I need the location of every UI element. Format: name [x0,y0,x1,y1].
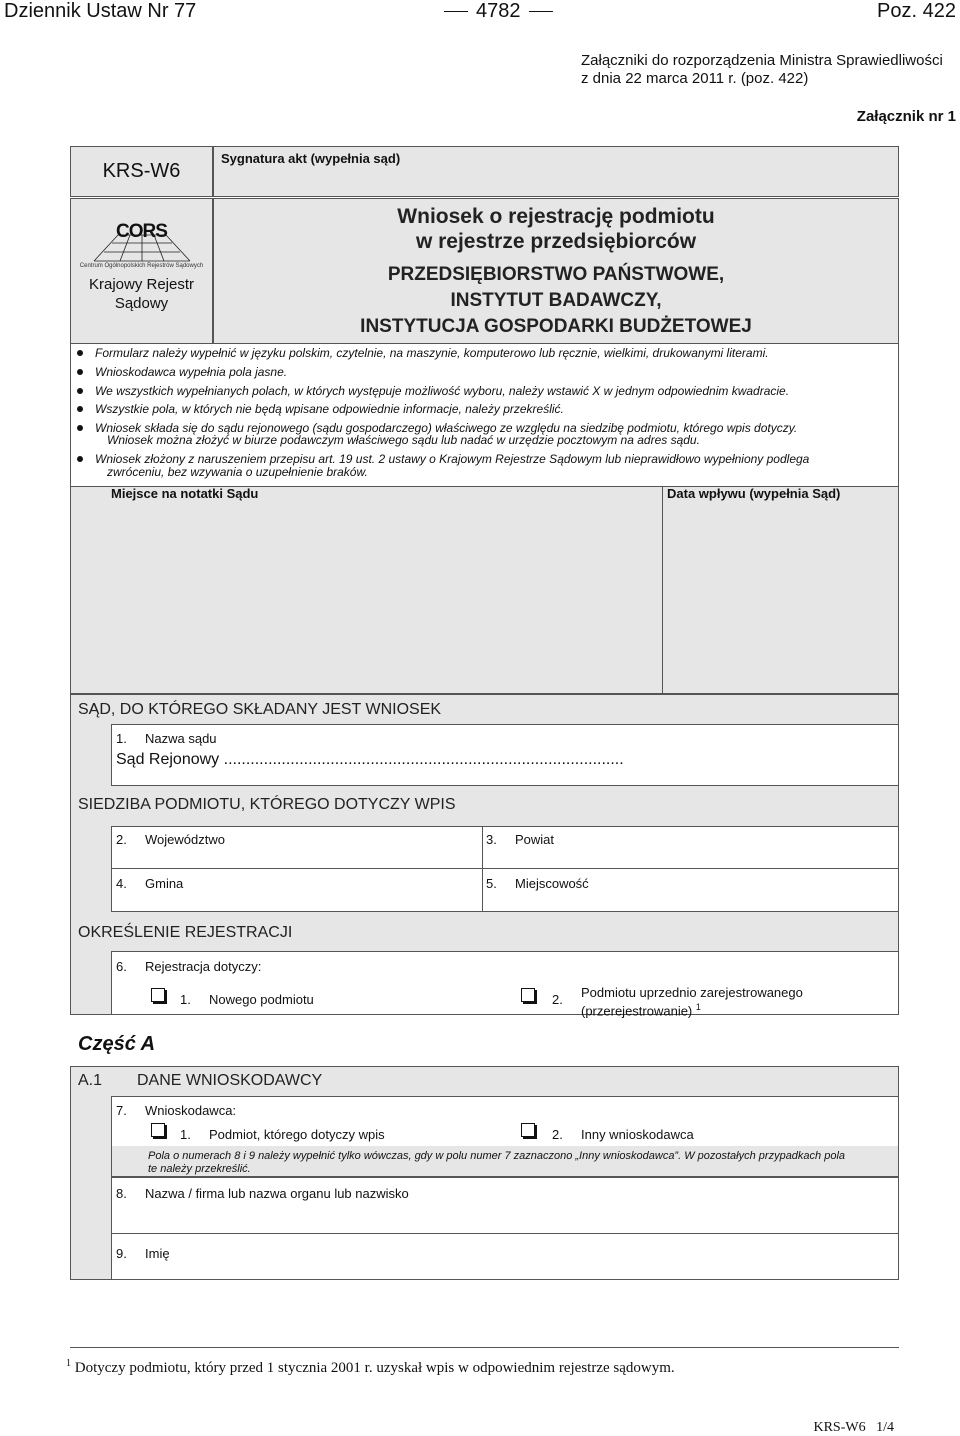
registration-section-title: OKREŚLENIE REJESTRACJI [78,924,293,941]
note-line-1: Pola o numerach 8 i 9 należy wypełnić tylko wówczas, gdy w polu numer 7 zaznaczono „Inny wnioskodawca”. W pozostałych przypadkach pola [148,1150,846,1162]
signature-field [213,146,899,197]
field-2-number: 2. [116,832,127,847]
form-title-line-1: Wniosek o rejestrację podmiotu [397,205,715,228]
registration-type-label: Rejestracja dotyczy: [145,959,262,974]
bullet-icon [77,388,83,394]
checkbox-shadow [153,990,167,1004]
form-code-box [70,146,213,197]
page-footer [813,1420,894,1436]
logo-box [70,198,213,344]
logo-text: CORS [116,221,167,242]
seat-section-title: SIEDZIBA PODMIOTU, KTÓREGO DOTYCZY WPIS [78,796,456,813]
bullet-icon [77,425,83,431]
applicant-section-title: DANE WNIOSKODAWCY [137,1072,323,1089]
instruction-5: Wniosek składa się do sądu rejonowego (sądu gospodarczego) właściwego ze względu na siedzibę podmiotu, którego wpis dotyczy. [95,421,798,435]
footnote [66,1358,675,1377]
field-1-number: 1. [116,731,127,746]
note-line-2: te należy przekreślić. [148,1163,251,1175]
footnote-number: 1 [66,1358,71,1369]
form-subtitle [214,262,898,340]
annex-note [581,52,956,88]
dash-left [444,11,468,12]
form-title [214,204,898,254]
field-4-number: 4. [116,876,127,891]
subtitle-line-3: INSTYTUCJA GOSPODARKI BUDŻETOWEJ [360,316,752,337]
reregistration-line-2 [581,1000,803,1018]
field-8-number: 8. [116,1186,127,1201]
option-2-number: 2. [552,1127,563,1142]
instruction-1: Formularz należy wypełnić w języku polskim, czytelnie, na maszynie, komputerowo lub ręcznie, wielkimi, drukowanymi literami. [95,346,769,360]
form-title-line-2: w rejestrze przedsiębiorców [415,230,697,253]
bullet-icon [77,369,83,375]
field-3-number: 3. [486,832,497,847]
field-9-number: 9. [116,1246,127,1261]
annex-line-2: z dnia 22 marca 2011 r. (poz. 422) [581,70,809,87]
footer-form-code: KRS-W6 [813,1420,866,1435]
checkbox-shadow [523,990,537,1004]
form-code: KRS-W6 [102,160,181,182]
applicant-name-label: Nazwa / firma lub nazwa organu lub nazwisko [145,1186,409,1201]
checkbox-shadow [523,1125,537,1139]
subtitle-line-2: INSTYTUT BADAWCZY, [450,290,662,311]
title-box [213,198,899,344]
footnote-marker: 1 [695,1002,701,1012]
court-name-value: Sąd Rejonowy .......................................................................................... [116,751,624,768]
option-1-number: 1. [180,992,191,1007]
court-notes-area [70,486,899,694]
court-section-title: SĄD, DO KTÓREGO SKŁADANY JEST WNIOSEK [78,701,442,718]
court-notes-label: Miejsce na notatki Sądu [111,486,259,501]
subject-entity-label: Podmiot, którego dotyczy wpis [209,1127,385,1142]
journal-title: Dziennik Ustaw Nr 77 [4,0,197,22]
field-7-number: 7. [116,1103,127,1118]
instruction-6: Wniosek złożony z naruszeniem przepisu art. 19 ust. 2 ustawy o Krajowym Rejestrze Sądowym lub nieprawidłowo wypełniony podlega [95,452,810,466]
footnote-rule [70,1347,899,1348]
county-label: Powiat [515,832,555,847]
footnote-text: Dotyczy podmiotu, który przed 1 stycznia 2001 r. uzyskał wpis w odpowiednim rejestrze sądowym. [74,1360,675,1376]
first-name-field[interactable] [111,1233,899,1280]
registry-name [71,275,212,313]
bullet-icon [77,406,83,412]
part-a-title: Część A [78,1033,156,1055]
court-name-label: Nazwa sądu [145,731,217,746]
option-2-number: 2. [552,992,563,1007]
first-name-label: Imię [145,1246,170,1261]
instruction-5b: Wniosek można złożyć w biurze podawczym właściwego sądu lub nadać w urzędzie pocztowym na adres sądu. [107,433,700,447]
field-6-number: 6. [116,959,127,974]
checkbox-shadow [153,1125,167,1139]
instruction-2: Wnioskodawca wypełnia pola jasne. [95,365,288,379]
locality-label: Miejscowość [515,876,589,891]
bullet-icon [77,350,83,356]
new-entity-label: Nowego podmiotu [209,992,314,1007]
notes-divider [662,486,663,694]
annex-line-1: Załączniki do rozporządzenia Ministra Sprawiedliwości [581,52,943,69]
annex-label: Załącznik nr 1 [856,108,956,125]
footer-page: 1/4 [876,1420,894,1435]
other-applicant-label: Inny wnioskodawca [581,1127,694,1142]
dash-right [529,11,553,12]
reregistration-label [581,985,803,1018]
registry-line-1: Krajowy Rejestr [88,276,195,293]
bullet-icon [77,456,83,462]
commune-label: Gmina [145,876,184,891]
option-1-number: 1. [180,1127,191,1142]
subtitle-line-1: PRZEDSIĘBIORSTWO PAŃSTWOWE, [387,264,725,285]
instruction-4: Wszystkie pola, w których nie będą wpisane odpowiednie informacje, należy przekreślić. [95,402,564,416]
reregistration-line-1: Podmiotu uprzednio zarejestrowanego [581,985,803,1000]
page-number [436,0,561,23]
instruction-3: We wszystkich wypełnianych polach, w których występuje możliwość wyboru, należy wstawić X w jednym odpowiednim kwadracie. [95,384,790,398]
receipt-date-label: Data wpływu (wypełnia Sąd) [667,486,841,501]
voivodeship-label: Województwo [145,832,225,847]
signature-label: Sygnatura akt (wypełnia sąd) [221,151,401,166]
applicant-label: Wnioskodawca: [145,1103,237,1118]
logo-caption: Centrum Ogólnopolskich Rejestrów Sądowych [79,263,204,269]
field-5-number: 5. [486,876,497,891]
instruction-6b: zwróceniu, bez wzywania o uzupełnienie braków. [107,465,368,479]
position-label: Poz. 422 [877,0,956,22]
page-number-text: 4782 [476,0,521,22]
reregistration-line-2-text: (przerejestrowanie) [581,1003,693,1019]
fields-8-9-note [148,1150,893,1176]
registry-line-2: Sądowy [114,295,169,312]
section-number: A.1 [78,1072,103,1089]
